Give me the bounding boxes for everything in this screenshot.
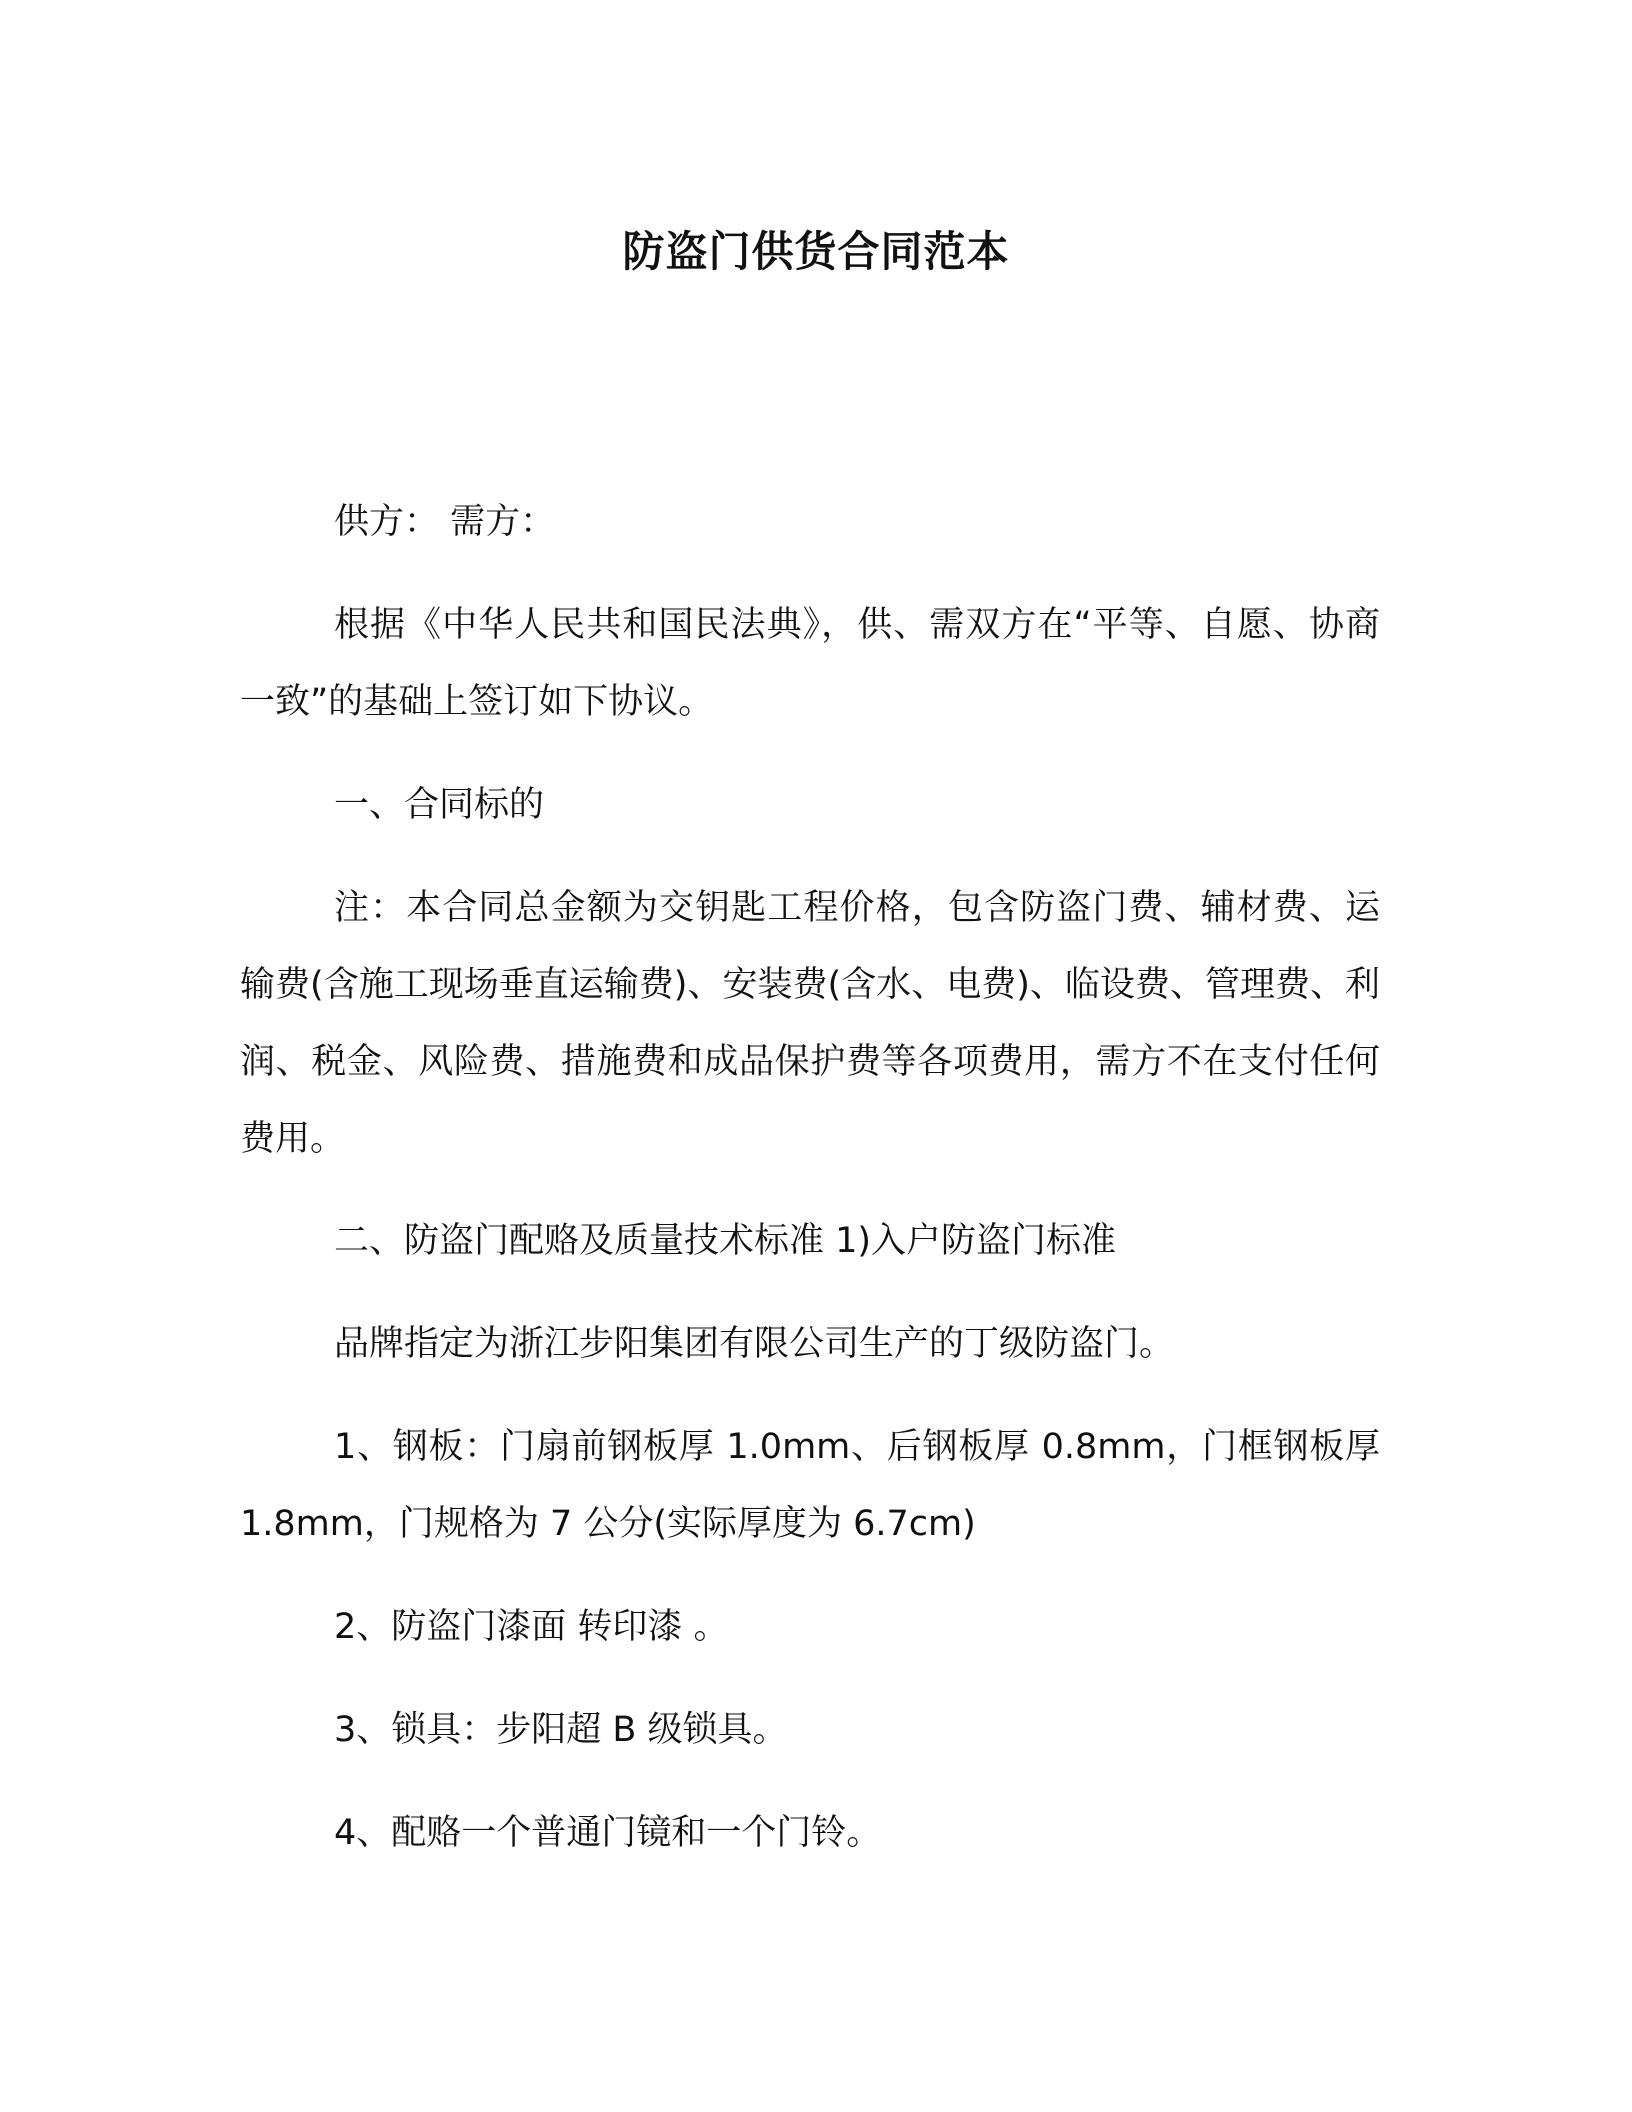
document-title: 防盗门供货合同范本 bbox=[622, 227, 1010, 276]
contract-note-paragraph: 注：本合同总金额为交钥匙工程价格，包含防盗门费、辅材费、运输费(含施工现场垂直运输费)、安装费(含水、电费)、临设费、管理费、利润、税金、风险费、措施费和成品保护费等各项费用，需方不在支付任何费用。 bbox=[240, 888, 1380, 1159]
parties-line: 供方： 需方： bbox=[334, 502, 556, 542]
section-2-heading: 二、防盗门配赂及质量技术标准 1)入户防盗门标准 bbox=[334, 1221, 1117, 1261]
fittings-item: 4、配赂一个普通门镜和一个门铃。 bbox=[334, 1813, 882, 1853]
lock-item: 3、锁具：步阳超 B 级锁具。 bbox=[334, 1710, 788, 1750]
steel-plate-item: 1、钢板：门扇前钢板厚 1.0mm、后钢板厚 0.8mm，门框钢板厚 1.8mm，门规格为 7 公分(实际厚度为 6.7cm) bbox=[240, 1427, 1380, 1544]
legal-basis-paragraph: 根据《中华人民共和国民法典》，供、需双方在“平等、自愿、协商一致”的基础上签订如下协议。 bbox=[240, 605, 1380, 722]
brand-paragraph: 品牌指定为浙江步阳集团有限公司生产的丁级防盗门。 bbox=[334, 1324, 1175, 1364]
section-1-heading: 一、合同标的 bbox=[334, 785, 545, 825]
paint-item: 2、防盗门漆面 转印漆 。 bbox=[334, 1607, 729, 1647]
